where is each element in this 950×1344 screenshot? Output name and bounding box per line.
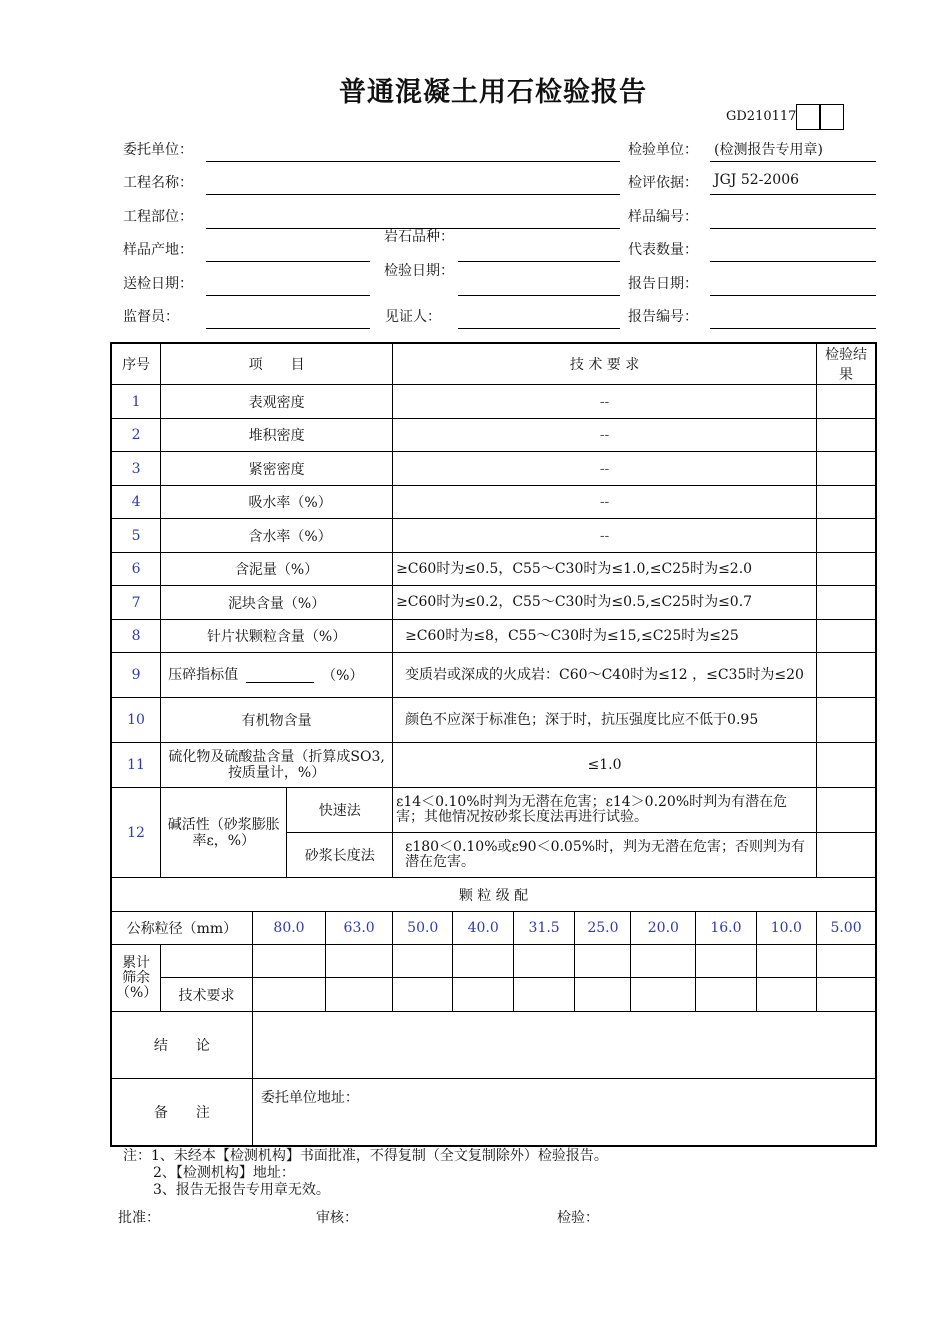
sample-no-label: 样品编号： xyxy=(628,209,698,225)
origin-label: 样品产地： xyxy=(123,242,193,258)
client-field[interactable] xyxy=(206,161,620,162)
size-label: 公称粒径（mm） xyxy=(111,912,252,945)
grading-title-row xyxy=(111,878,876,912)
row-req: -- xyxy=(393,486,817,519)
row-item: 泥块含量（%） xyxy=(161,586,393,620)
report-code: GD210117 xyxy=(726,109,797,124)
remark-label: 备 注 xyxy=(111,1079,252,1146)
project-label: 工程名称： xyxy=(123,175,193,191)
residue-row xyxy=(111,945,876,978)
row-no: 4 xyxy=(111,486,161,519)
table-row xyxy=(111,743,876,788)
test-date-field[interactable] xyxy=(458,295,620,296)
report-no-field[interactable] xyxy=(710,328,876,329)
report-no-label: 报告编号： xyxy=(628,309,698,325)
witness-field[interactable] xyxy=(458,328,620,329)
tech-req-cell[interactable] xyxy=(393,978,453,1012)
rock-type-label: 岩石品种： xyxy=(384,229,454,245)
sieve-size: 16.0 xyxy=(696,912,756,945)
sieve-size-row xyxy=(111,912,876,945)
row-no: 5 xyxy=(111,519,161,553)
residue-cell[interactable] xyxy=(252,945,325,978)
table-row xyxy=(111,586,876,620)
basis-label: 检评依据： xyxy=(628,175,698,191)
sieve-size: 63.0 xyxy=(326,912,393,945)
row-item: 碱活性（砂浆膨胀率ε，%） xyxy=(161,788,287,878)
submit-date-field[interactable] xyxy=(206,295,370,296)
residue-cell[interactable] xyxy=(817,945,876,978)
table-row xyxy=(111,419,876,452)
row-req: ≥C60时为≤8，C55～C30时为≤15,≤C25时为≤25 xyxy=(393,620,817,653)
note-1: 注：1、未经本【检测机构】书面批准，不得复制（全文复制除外）检验报告。 xyxy=(123,1148,608,1164)
residue-cell[interactable] xyxy=(161,945,253,978)
table-row xyxy=(111,385,876,419)
sieve-size: 80.0 xyxy=(252,912,325,945)
conclusion-field[interactable] xyxy=(252,1012,876,1079)
sieve-size: 40.0 xyxy=(453,912,513,945)
part-label: 工程部位： xyxy=(123,209,193,225)
residue-cell[interactable] xyxy=(513,945,575,978)
row-subitem: 砂浆长度法 xyxy=(287,833,393,878)
code-box-2[interactable] xyxy=(820,104,844,130)
residue-label: 累计筛余（%） xyxy=(111,945,161,1012)
note-2: 2、【检测机构】地址： xyxy=(153,1165,295,1181)
remark-row xyxy=(111,1079,876,1146)
crush-index-label: 压碎指标值 xyxy=(168,667,239,683)
tech-req-cell[interactable] xyxy=(252,978,325,1012)
test-unit-value: (检测报告专用章) xyxy=(714,142,823,158)
code-box-1[interactable] xyxy=(796,104,820,130)
witness-label: 见证人： xyxy=(385,309,441,325)
row-req: -- xyxy=(393,385,817,419)
col-no-header: 序号 xyxy=(111,343,161,385)
row-item: 含水率（%） xyxy=(161,519,393,553)
quantity-field[interactable] xyxy=(710,261,876,262)
row-no: 3 xyxy=(111,452,161,486)
row-req: -- xyxy=(393,452,817,486)
basis-field[interactable] xyxy=(710,194,876,195)
rock-type-field[interactable] xyxy=(458,261,620,262)
approve-label: 批准： xyxy=(118,1210,160,1226)
row-result[interactable] xyxy=(817,788,876,833)
tech-req-label: 技术要求 xyxy=(161,978,253,1012)
row-result[interactable] xyxy=(817,620,876,653)
row-no: 7 xyxy=(111,586,161,620)
table-row xyxy=(111,698,876,743)
row-req: 颜色不应深于标准色；深于时，抗压强度比应不低于0.95 xyxy=(393,698,817,743)
tech-req-cell[interactable] xyxy=(631,978,696,1012)
client-label: 委托单位： xyxy=(123,142,193,158)
row-req: ≤1.0 xyxy=(393,743,817,788)
row-req: ε180＜0.10%或ε90＜0.05%时，判为无潜在危害；否则判为有潜在危害。 xyxy=(393,833,817,878)
sieve-size: 31.5 xyxy=(513,912,575,945)
row-req: ε14＜0.10%时判为无潜在危害；ε14＞0.20%时判为有潜在危害；其他情况按砂浆长度法再进行试验。 xyxy=(393,788,817,833)
residue-cell[interactable] xyxy=(696,945,756,978)
conclusion-row xyxy=(111,1012,876,1079)
report-date-field[interactable] xyxy=(710,295,876,296)
row-item: 有机物含量 xyxy=(161,698,393,743)
sieve-size: 20.0 xyxy=(631,912,696,945)
sieve-size: 10.0 xyxy=(756,912,816,945)
supervisor-label: 监督员： xyxy=(123,309,179,325)
submit-date-label: 送检日期： xyxy=(123,276,193,292)
tech-req-cell[interactable] xyxy=(756,978,816,1012)
table-row xyxy=(111,486,876,519)
row-no: 6 xyxy=(111,553,161,586)
table-row xyxy=(111,519,876,553)
table-row xyxy=(111,452,876,486)
test-label: 检验： xyxy=(557,1210,599,1226)
crush-index-unit: （%） xyxy=(322,668,364,684)
sample-no-field[interactable] xyxy=(710,228,876,229)
row-item: 紧密密度 xyxy=(161,452,393,486)
row-no: 9 xyxy=(111,653,161,698)
row-result[interactable] xyxy=(817,385,876,419)
row-item xyxy=(161,653,393,698)
tech-req-cell[interactable] xyxy=(696,978,756,1012)
conclusion-label: 结 论 xyxy=(111,1012,252,1079)
tech-req-cell[interactable] xyxy=(453,978,513,1012)
test-unit-label: 检验单位： xyxy=(628,142,698,158)
residue-cell[interactable] xyxy=(575,945,631,978)
row-item: 含泥量（%） xyxy=(161,553,393,586)
row-result[interactable] xyxy=(817,486,876,519)
sieve-size: 5.00 xyxy=(817,912,876,945)
residue-cell[interactable] xyxy=(326,945,393,978)
row-result[interactable] xyxy=(817,452,876,486)
sieve-size: 50.0 xyxy=(393,912,453,945)
review-label: 审核： xyxy=(316,1210,358,1226)
sieve-size: 25.0 xyxy=(575,912,631,945)
tech-req-cell[interactable] xyxy=(575,978,631,1012)
tech-req-cell[interactable] xyxy=(513,978,575,1012)
table-row xyxy=(111,620,876,653)
row-result[interactable] xyxy=(817,743,876,788)
row-result[interactable] xyxy=(817,833,876,878)
row-result[interactable] xyxy=(817,653,876,698)
col-req-header: 技 术 要 求 xyxy=(393,343,817,385)
report-date-label: 报告日期： xyxy=(628,276,698,292)
row-req: ≥C60时为≤0.5，C55～C30时为≤1.0,≤C25时为≤2.0 xyxy=(393,553,817,586)
row-item: 吸水率（%） xyxy=(161,486,393,519)
test-date-label: 检验日期： xyxy=(384,263,454,279)
residue-cell[interactable] xyxy=(393,945,453,978)
row-no: 10 xyxy=(111,698,161,743)
table-header-row xyxy=(111,343,876,385)
row-result[interactable] xyxy=(817,419,876,452)
residue-cell[interactable] xyxy=(453,945,513,978)
tech-req-row xyxy=(111,978,876,1012)
row-result[interactable] xyxy=(817,698,876,743)
test-table xyxy=(110,342,877,1147)
residue-cell[interactable] xyxy=(756,945,816,978)
row-req: 变质岩或深成的火成岩：C60～C40时为≤12 ，≤C35时为≤20 xyxy=(393,653,817,698)
row-item: 堆积密度 xyxy=(161,419,393,452)
row-subitem: 快速法 xyxy=(287,788,393,833)
quantity-label: 代表数量： xyxy=(628,242,698,258)
row-result[interactable] xyxy=(817,553,876,586)
row-no: 1 xyxy=(111,385,161,419)
row-item: 表观密度 xyxy=(161,385,393,419)
basis-value: JGJ 52-2006 xyxy=(714,172,800,188)
col-result-header: 检验结果 xyxy=(817,343,876,385)
row-req: ≥C60时为≤0.2，C55～C30时为≤0.5,≤C25时为≤0.7 xyxy=(393,586,817,620)
tech-req-cell[interactable] xyxy=(817,978,876,1012)
page-title: 普通混凝土用石检验报告 xyxy=(339,77,647,108)
row-result[interactable] xyxy=(817,586,876,620)
table-row xyxy=(111,553,876,586)
row-item: 硫化物及硫酸盐含量（折算成SO3,按质量计，%） xyxy=(161,743,393,788)
row-no: 8 xyxy=(111,620,161,653)
note-3: 3、报告无报告专用章无效。 xyxy=(153,1182,330,1198)
origin-field[interactable] xyxy=(206,261,370,262)
table-row xyxy=(111,653,876,698)
supervisor-field[interactable] xyxy=(206,328,370,329)
row-req: -- xyxy=(393,519,817,553)
row-no: 2 xyxy=(111,419,161,452)
residue-cell[interactable] xyxy=(631,945,696,978)
row-item: 针片状颗粒含量（%） xyxy=(161,620,393,653)
row-no: 11 xyxy=(111,743,161,788)
test-unit-field[interactable] xyxy=(710,161,876,162)
row-req: -- xyxy=(393,419,817,452)
crush-index-blank[interactable] xyxy=(246,668,314,683)
remark-field[interactable]: 委托单位地址： xyxy=(252,1079,876,1146)
tech-req-cell[interactable] xyxy=(326,978,393,1012)
row-no: 12 xyxy=(111,788,161,878)
row-result[interactable] xyxy=(817,519,876,553)
table-row xyxy=(111,788,876,833)
grading-title: 颗 粒 级 配 xyxy=(111,878,876,912)
project-field[interactable] xyxy=(206,194,620,195)
col-item-header: 项 目 xyxy=(161,343,393,385)
